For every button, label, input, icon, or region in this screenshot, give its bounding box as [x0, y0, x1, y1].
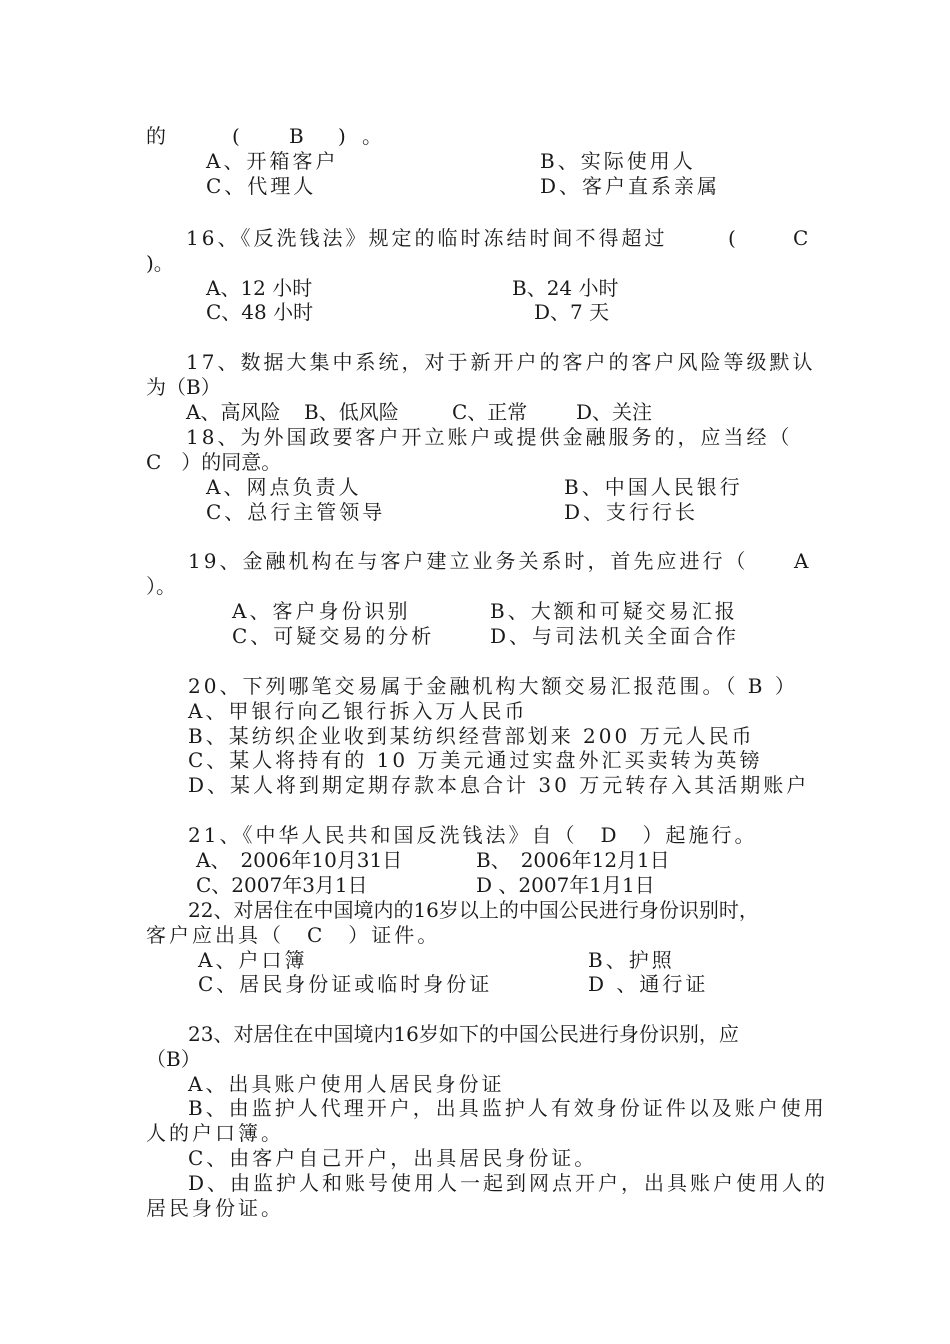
q21-stem: 21、《中华人民共和国反洗钱法》自（ D ）起施行。 — [188, 823, 758, 847]
q23-option-d-line2: 居民身份证。 — [146, 1196, 284, 1220]
q15-paren-close: ) — [338, 124, 346, 148]
q15-option-d: D、客户直系亲属 — [540, 174, 721, 198]
q19-option-b: B、大额和可疑交易汇报 — [490, 599, 738, 623]
q17-stem: 17、数据大集中系统，对于新开户的客户的客户风险等级默认 — [186, 350, 816, 374]
q18-option-a: A、网点负责人 — [206, 475, 362, 499]
q16-stem-tail: )。 — [146, 251, 174, 275]
q15-period: 。 — [362, 124, 382, 148]
q23-option-c: C、由客户自己开户，出具居民身份证。 — [188, 1146, 598, 1170]
q21-option-c: C、2007年3月1日 — [196, 873, 368, 897]
q22-stem: 22、对居住在中国境内的16岁以上的中国公民进行身份识别时， — [188, 898, 759, 922]
q16-option-b: B、24 小时 — [512, 276, 619, 300]
q19-stem: 19、金融机构在与客户建立业务关系时，首先应进行（ — [188, 549, 749, 573]
q22-option-d: D 、通行证 — [588, 972, 709, 996]
q21-option-a: A、 2006年10月31日 — [196, 848, 403, 872]
q15-option-b: B、实际使用人 — [540, 149, 696, 173]
q16-option-d: D、7 天 — [534, 300, 610, 324]
q18-option-c: C、总行主管领导 — [206, 500, 386, 524]
q19-answer: A — [794, 549, 809, 573]
q23-stem-tail: （B） — [146, 1047, 201, 1071]
q17-option-d: D、关注 — [576, 400, 653, 424]
q23-option-a: A、出具账户使用人居民身份证 — [188, 1072, 505, 1096]
q23-option-b-line2: 人的户口簿。 — [146, 1121, 284, 1145]
q20-option-c: C、某人将持有的 10 万美元通过实盘外汇买卖转为英镑 — [188, 748, 763, 772]
q18-stem: 18、为外国政要客户开立账户或提供金融服务的，应当经（ — [186, 425, 793, 449]
q16-paren-open: ( — [728, 226, 736, 250]
q15-stem-tail: 的 — [146, 124, 166, 148]
q17-option-a: A、高风险 — [186, 400, 281, 424]
q16-answer: C — [793, 226, 809, 250]
q15-answer: B — [289, 124, 304, 148]
q20-option-a: A、甲银行向乙银行拆入万人民币 — [188, 699, 528, 723]
q23-stem: 23、对居住在中国境内16岁如下的中国公民进行身份识别，应 — [188, 1022, 739, 1046]
q21-option-d: D 、2007年1月1日 — [476, 873, 655, 897]
q22-option-c: C、居民身份证或临时身份证 — [198, 972, 493, 996]
q20-option-d: D、某人将到期定期存款本息合计 30 万元转存入其活期账户 — [188, 773, 810, 797]
q16-option-c: C、48 小时 — [206, 300, 314, 324]
q17-stem-tail: 为（B） — [146, 375, 221, 399]
q22-option-a: A、户口簿 — [198, 948, 308, 972]
q22-option-b: B、护照 — [588, 948, 675, 972]
q15-option-c: C、代理人 — [206, 174, 317, 198]
q18-option-b: B、中国人民银行 — [564, 475, 743, 499]
q18-stem-tail: C ）的同意。 — [146, 450, 282, 474]
q23-option-d-line1: D、由监护人和账号使用人一起到网点开户，出具账户使用人的 — [188, 1171, 829, 1195]
q19-option-c: C、可疑交易的分析 — [232, 624, 435, 648]
q15-paren-open: ( — [232, 124, 240, 148]
q19-stem-tail: ）。 — [146, 574, 176, 598]
q19-option-d: D、与司法机关全面合作 — [490, 624, 740, 648]
q21-option-b: B、 2006年12月1日 — [476, 848, 670, 872]
q16-stem: 16、《反洗钱法》规定的临时冻结时间不得超过 — [186, 226, 668, 250]
q18-option-d: D、支行行长 — [564, 500, 699, 524]
q16-option-a: A、12 小时 — [206, 276, 313, 300]
q17-option-b: B、低风险 — [304, 400, 399, 424]
q19-option-a: A、客户身份识别 — [232, 599, 411, 623]
q20-option-b: B、某纺织企业收到某纺织经营部划来 200 万元人民币 — [188, 724, 755, 748]
q20-stem: 20、下列哪笔交易属于金融机构大额交易汇报范围。（ B ） — [188, 674, 798, 698]
q22-stem-tail: 客户应出具（ C ）证件。 — [146, 923, 441, 947]
q17-option-c: C、正常 — [452, 400, 528, 424]
q15-option-a: A、开箱客户 — [206, 149, 339, 173]
q23-option-b-line1: B、由监护人代理开户，出具监护人有效身份证件以及账户使用 — [188, 1096, 827, 1120]
